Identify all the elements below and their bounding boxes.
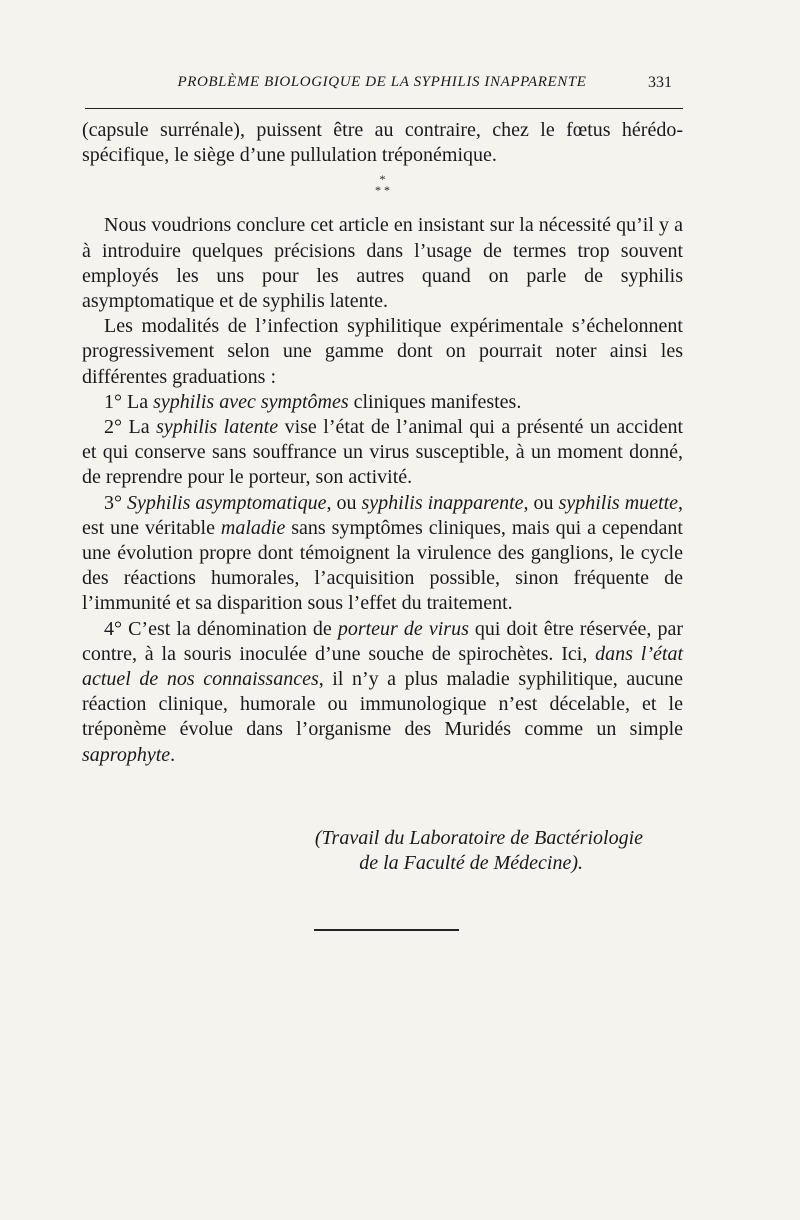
asterism-top: * bbox=[379, 172, 386, 187]
work-credit bbox=[82, 826, 683, 876]
item-4-term-2: dans l’état actuel de nos connaissances bbox=[82, 642, 683, 691]
item-2-term: syphilis latente bbox=[156, 416, 279, 439]
page-number: 331 bbox=[648, 74, 672, 91]
item-4-text-3: . bbox=[170, 743, 176, 766]
item-4-text-1: qui doit être réservée, par contre, à la souris inoculée d’une souche de spirochètes. Ici, bbox=[82, 617, 683, 665]
item-3-term-4: maladie bbox=[220, 516, 286, 539]
item-1-number: 1° La bbox=[104, 390, 154, 413]
item-3-text-1: , ou bbox=[326, 491, 362, 514]
asterism-bottom: * * bbox=[375, 183, 390, 198]
item-3-text-2: , ou bbox=[523, 491, 559, 514]
item-3-term-3: syphilis muette bbox=[558, 491, 678, 514]
list-item-1 bbox=[82, 390, 683, 415]
item-4-term-1: porteur de virus bbox=[337, 617, 469, 640]
item-4-text-2: , il n’y a plus maladie syphilitique, aucune réaction clinique, humorale ou immunologique n’est décelable, et le tréponème évolue dans l’organisme des Muridés comme un simple bbox=[82, 668, 683, 741]
end-rule bbox=[314, 929, 459, 931]
section-asterism bbox=[82, 174, 683, 196]
item-3-term-1: Syphilis asymptomatique bbox=[127, 491, 327, 514]
header-rule bbox=[85, 108, 683, 109]
item-1-text: cliniques manifestes. bbox=[348, 390, 522, 413]
item-3-text-4: sans symptômes cliniques, mais qui a cependant une évolution propre dont témoignent la virulence des ganglions, le cycle des réactions humorales, l’acquisition possible, sinon fréquente de l’immunité et sa disparition sous l’effet du traitement. bbox=[82, 516, 683, 615]
list-item-2 bbox=[82, 415, 683, 491]
item-3-number: 3° bbox=[104, 491, 128, 514]
item-4-number: 4° C’est la dénomination de bbox=[104, 617, 338, 640]
paragraph-conclusion: Nous voudrions conclure cet article en insistant sur la nécessité qu’il y a à introduire quelques précisions dans l’usage de termes trop souvent employés les uns pour les autres quand on parle de syphilis asymptomatique et de syphilis latente. bbox=[82, 214, 683, 313]
list-item-4 bbox=[82, 617, 683, 768]
item-2-text: vise l’état de l’animal qui a présenté un accident et qui conserve sans souffrance un virus susceptible, à un moment donné, de reprendre pour le porteur, son activité. bbox=[82, 416, 683, 489]
article-body bbox=[82, 118, 683, 768]
item-3-text-3: , est une véritable bbox=[82, 491, 683, 539]
paragraph-modalities: Les modalités de l’infection syphilitique expérimentale s’échelonnent progressivement selon une gamme dont on pourrait noter ainsi les différentes graduations : bbox=[82, 315, 683, 388]
item-3-term-2: syphilis inapparente bbox=[361, 491, 524, 514]
paragraph-continuation: (capsule surrénale), puissent être au contraire, chez le fœtus hérédo-spécifique, le siège d’une pullulation tréponémique. bbox=[82, 119, 683, 167]
running-header: PROBLÈME BIOLOGIQUE DE LA SYPHILIS INAPPARENTE bbox=[177, 74, 587, 90]
item-4-term-3: saprophyte bbox=[82, 743, 171, 766]
credit-line-2: de la Faculté de Médecine). bbox=[359, 852, 583, 874]
credit-line-1: (Travail du Laboratoire de Bactériologie bbox=[314, 827, 643, 849]
item-1-term: syphilis avec symptômes bbox=[153, 390, 349, 413]
item-2-number: 2° La bbox=[104, 416, 157, 439]
list-item-3 bbox=[82, 491, 683, 617]
